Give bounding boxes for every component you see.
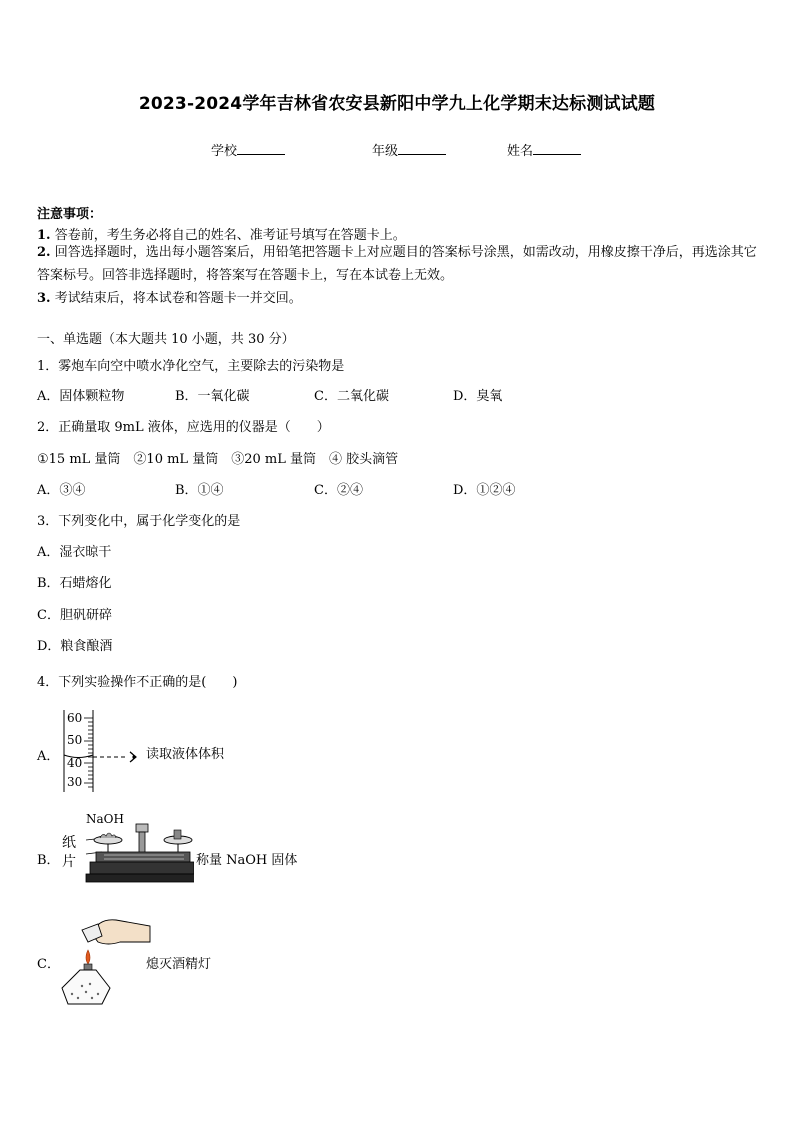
notice-num: 2. (37, 245, 51, 260)
q1-option-c: C．二氧化碳 (314, 389, 389, 404)
cylinder-tick-60: 60 (67, 711, 83, 725)
q3-option-c: C．胆矾研碎 (37, 608, 112, 623)
grade-label: 年级 (372, 144, 399, 159)
q2-stem: 2．正确量取 9mL 液体，应选用的仪器是（ ） (37, 420, 330, 435)
q1-option-a: A．固体颗粒物 (37, 389, 125, 404)
school-blank (237, 142, 285, 155)
q3-option-a: A．湿衣晾干 (37, 545, 112, 560)
notice-text: 考试结束后，将本试卷和答题卡一并交回。 (54, 291, 302, 306)
q1-stem: 1．雾炮车向空中喷水净化空气，主要除去的污染物是 (37, 359, 345, 374)
cylinder-tick-50: 50 (67, 733, 83, 747)
notice-num: 1. (37, 228, 51, 243)
q1-option-d: D．臭氧 (453, 389, 503, 404)
q2-option-a: A．③④ (37, 483, 86, 498)
q4-stem: 4．下列实验操作不正确的是( ) (37, 675, 238, 690)
q4-b-label: B． (37, 853, 60, 868)
notice-text: 回答选择题时，选出每小题答案后，用铅笔把答题卡上对应题目的答案标号涂黑，如需改动，用橡皮擦干净后，再选涂其它答案标号。回答非选择题时，将答案写在答题卡上，写在本试卷上无效。 (37, 245, 757, 283)
q4-a-label: A． (37, 749, 60, 764)
notice-item-3 (37, 287, 302, 306)
page-title: 2023-2024学年吉林省农安县新阳中学九上化学期末达标测试试题 (138, 94, 656, 114)
q2-option-c: C．②④ (314, 483, 363, 498)
school-label: 学校 (211, 144, 238, 159)
q1-option-b: B．一氧化碳 (175, 389, 250, 404)
section-heading: 一、单选题（本大题共 10 小题，共 30 分） (37, 332, 295, 347)
q3-option-d: D．粮食酿酒 (37, 639, 113, 654)
paper-label-1: 纸 (62, 835, 76, 851)
q3-option-b: B．石蜡熔化 (37, 576, 112, 591)
grade-blank (398, 142, 446, 155)
name-blank (533, 142, 581, 155)
name-field (507, 140, 581, 159)
cylinder-tick-30: 30 (67, 775, 83, 789)
q4-c-caption: 熄灭酒精灯 (146, 957, 212, 972)
paper-label-2: 片 (62, 854, 76, 870)
notice-text: 答卷前，考生务必将自己的姓名、准考证号填写在答题卡上。 (54, 228, 406, 243)
notice-num: 3. (37, 291, 51, 306)
notice-item-2 (37, 241, 759, 287)
q4-a-caption: 读取液体体积 (146, 747, 225, 762)
grade-field (372, 140, 446, 159)
cylinder-tick-40: 40 (67, 756, 83, 770)
naoh-label: NaOH (86, 812, 124, 826)
q2-option-d: D．①②④ (453, 483, 516, 498)
q3-stem: 3．下列变化中，属于化学变化的是 (37, 514, 241, 529)
q4-c-label: C． (37, 957, 60, 972)
q2-instruments: ①15 mL 量筒 ②10 mL 量筒 ③20 mL 量筒 ④ 胶头滴管 (37, 452, 399, 467)
q2-option-b: B．①④ (175, 483, 224, 498)
balance-figure (74, 822, 194, 884)
school-field (211, 140, 285, 159)
q4-b-caption: 称量 NaOH 固体 (196, 853, 298, 868)
name-label: 姓名 (507, 144, 534, 159)
notice-heading: 注意事项： (37, 207, 103, 222)
alcohol-lamp-figure (58, 912, 158, 1014)
